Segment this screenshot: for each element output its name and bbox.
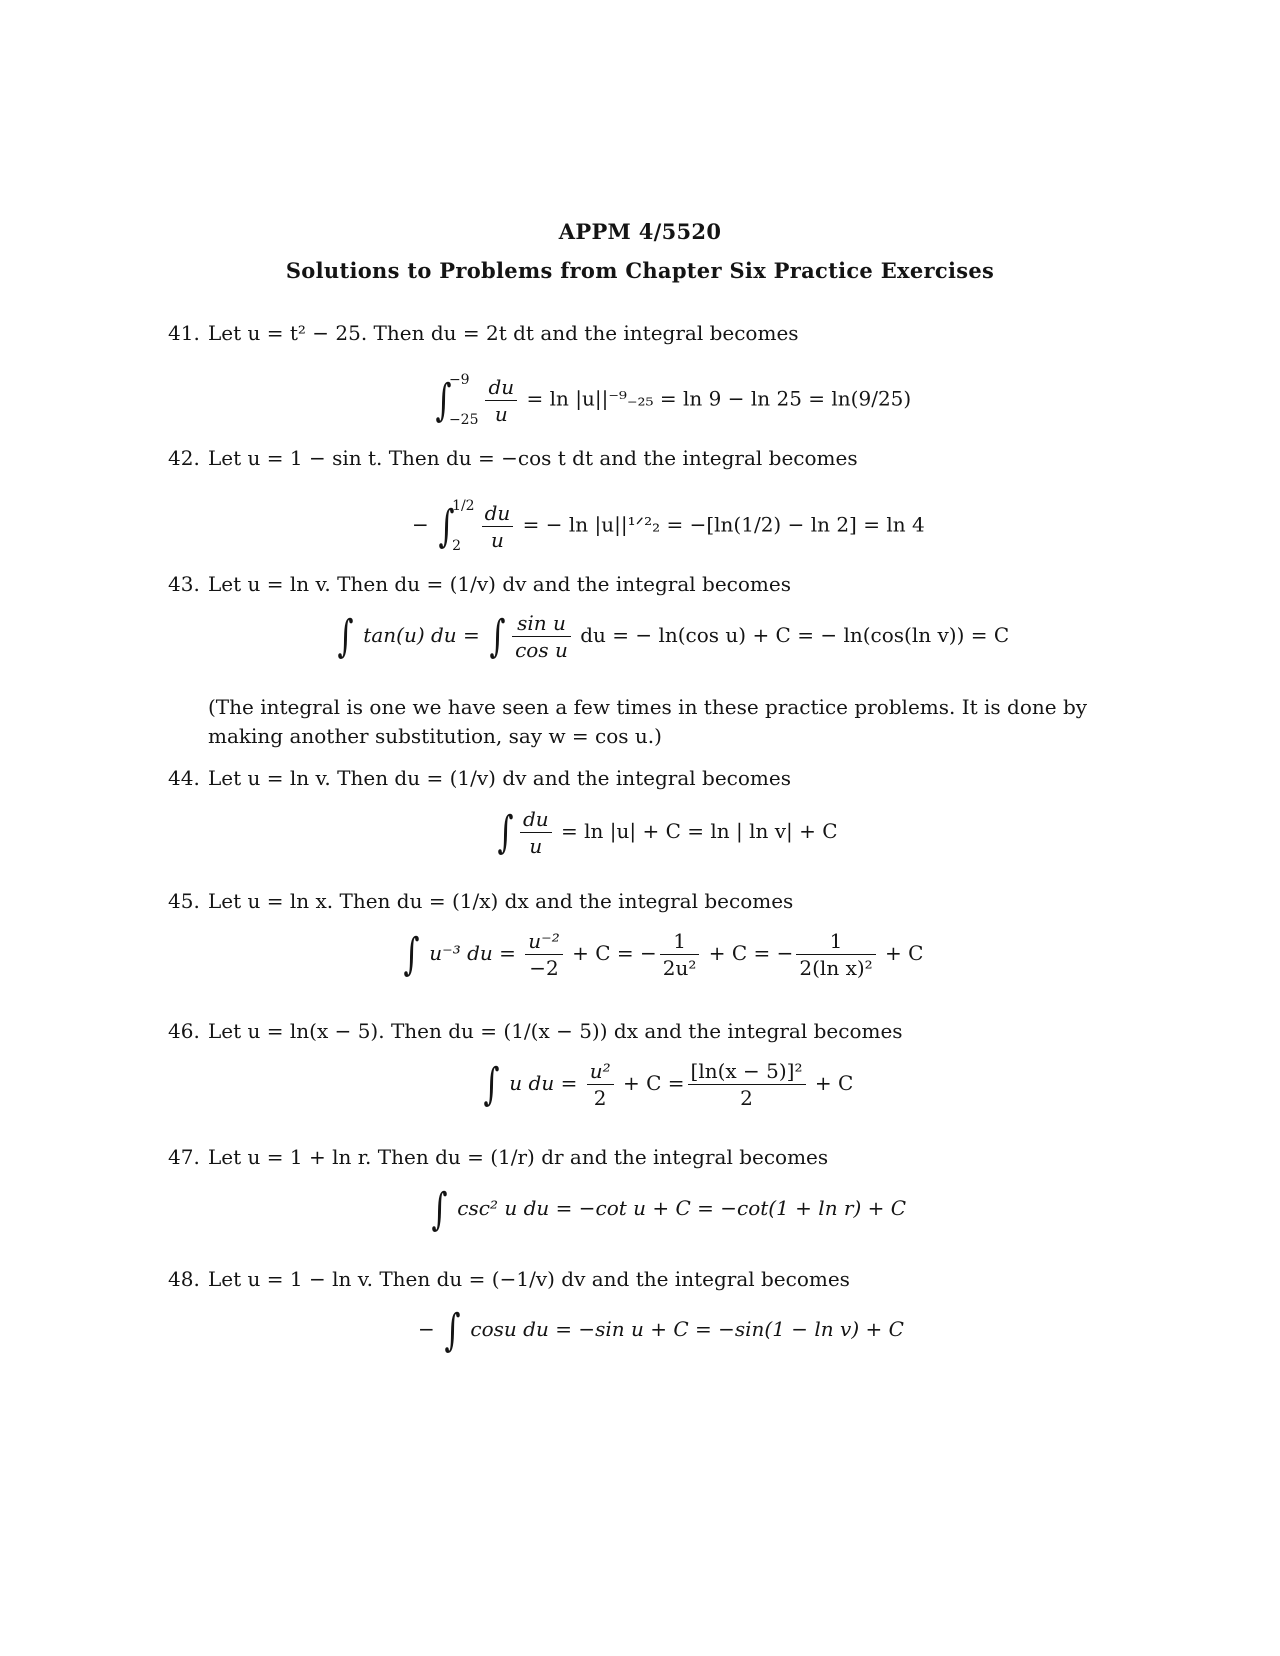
equation-mid: + C = — [622, 1071, 685, 1095]
equation-rhs: + C — [885, 941, 924, 965]
problem-45-equation — [400, 928, 923, 981]
integral-sign: ∫ — [435, 374, 452, 426]
fraction — [587, 1058, 614, 1111]
problem-number: 41. — [168, 321, 200, 345]
problem-41-intro — [168, 321, 799, 345]
course-title: APPM 4/5520 — [558, 219, 722, 244]
integral-sign: ∫ — [438, 500, 455, 552]
denominator: u — [490, 527, 504, 552]
equation-rhs: = ln |u| + C = ln | ln v| + C — [560, 819, 838, 843]
problem-number: 45. — [168, 889, 200, 913]
integral-sign: ∫ — [337, 611, 354, 662]
problem-45-intro — [168, 889, 793, 913]
problem-text: Let u = 1 + ln r. Then du = (1/r) dr and the integral becomes — [208, 1145, 829, 1169]
problem-43-note: (The integral is one we have seen a few times in these practice problems. It is done by making another substitution, say w = cos u.) — [208, 695, 1088, 748]
document-subtitle: Solutions to Problems from Chapter Six Practice Exercises — [285, 258, 995, 283]
fraction — [520, 806, 552, 859]
fraction — [796, 928, 875, 981]
integral-limits — [449, 360, 479, 440]
problem-42-equation — [412, 486, 925, 566]
equation-lhs: csc² u du = −cot u + C = −cot(1 + ln r) + C — [457, 1196, 907, 1220]
problem-47-equation — [428, 1184, 906, 1235]
problem-46-equation — [480, 1058, 853, 1111]
fraction — [482, 500, 514, 553]
problem-48-equation — [418, 1305, 904, 1356]
equation-lhs: u⁻³ du = — [429, 941, 516, 965]
integral-sign: ∫ — [489, 611, 506, 662]
denominator: u — [529, 834, 543, 858]
problem-text: Let u = ln x. Then du = (1/x) dx and the integral becomes — [208, 889, 794, 913]
problem-42-intro — [168, 446, 858, 470]
problem-number: 47. — [168, 1145, 200, 1169]
denominator: cos u — [515, 638, 568, 662]
numerator: du — [522, 807, 549, 831]
problem-text: Let u = t² − 25. Then du = 2t dt and the integral becomes — [208, 321, 799, 345]
integral-limits — [452, 486, 475, 566]
problem-number: 48. — [168, 1267, 200, 1291]
problem-44-equation — [494, 806, 838, 859]
lower-limit: 2 — [452, 538, 461, 554]
problem-47-intro — [168, 1145, 828, 1169]
problem-number: 43. — [168, 572, 200, 596]
fraction — [660, 928, 700, 981]
problem-text: Let u = ln v. Then du = (1/v) dv and the integral becomes — [208, 766, 791, 790]
numerator: u² — [589, 1059, 611, 1083]
equation-rhs: du = − ln(cos u) + C = − ln(cos(ln v)) = C — [580, 623, 1010, 647]
fraction — [512, 610, 571, 663]
problem-text: Let u = 1 − ln v. Then du = (−1/v) dv and the integral becomes — [208, 1267, 850, 1291]
equation-rhs: = ln |u||⁻⁹₋₂₅ = ln 9 − ln 25 = ln(9/25) — [526, 386, 912, 411]
equation-mid: + C = − — [572, 941, 657, 965]
fraction — [525, 928, 562, 981]
denominator: 2(ln x)² — [799, 956, 873, 980]
lower-limit: −25 — [448, 412, 479, 428]
integral-sign: ∫ — [431, 1184, 448, 1235]
numerator: sin u — [517, 611, 566, 635]
problem-text: Let u = ln v. Then du = (1/v) dv and the integral becomes — [208, 572, 791, 596]
equation-mid: + C = − — [708, 941, 794, 965]
equation-rhs: = − ln |u||¹ᐟ²₂ = −[ln(1/2) − ln 2] = ln 4 — [522, 512, 925, 537]
problem-text: Let u = ln(x − 5). Then du = (1/(x − 5)) dx and the integral becomes — [208, 1019, 903, 1043]
denominator: −2 — [529, 956, 559, 980]
numerator: [ln(x − 5)]² — [688, 1058, 806, 1085]
problem-number: 44. — [168, 766, 200, 790]
equation-prefix: − — [418, 1317, 435, 1341]
fraction — [485, 374, 517, 427]
numerator: 1 — [796, 928, 875, 955]
equation-lhs: u du = — [509, 1071, 578, 1095]
integral-sign: ∫ — [483, 1059, 500, 1110]
numerator: 1 — [660, 928, 700, 955]
upper-limit: −9 — [448, 372, 470, 388]
problem-43-intro — [168, 572, 791, 596]
problem-number: 42. — [168, 446, 200, 470]
equation-prefix: − — [412, 512, 429, 537]
denominator: 2u² — [662, 956, 697, 980]
integral-sign: ∫ — [497, 807, 514, 858]
denominator: 2 — [593, 1086, 607, 1110]
problem-41-equation — [432, 360, 911, 440]
integral-sign: ∫ — [444, 1305, 461, 1356]
problem-text: Let u = 1 − sin t. Then du = −cos t dt and the integral becomes — [208, 446, 858, 470]
problem-44-intro — [168, 766, 791, 790]
problem-48-intro — [168, 1267, 850, 1291]
upper-limit: 1/2 — [452, 498, 475, 514]
equation-rhs: + C — [814, 1071, 854, 1095]
equation-lhs: tan(u) du = — [363, 623, 480, 647]
denominator: 2 — [740, 1086, 753, 1110]
problem-46-intro — [168, 1019, 903, 1043]
numerator: du — [484, 500, 511, 525]
problem-43-equation — [334, 610, 1009, 663]
integral-sign: ∫ — [403, 929, 420, 980]
numerator: du — [488, 374, 515, 399]
numerator: u⁻² — [528, 929, 560, 953]
equation-lhs: cosu du = −sin u + C = −sin(1 − ln v) + C — [470, 1317, 904, 1341]
problem-number: 46. — [168, 1019, 200, 1043]
fraction — [688, 1058, 806, 1111]
denominator: u — [494, 401, 508, 426]
